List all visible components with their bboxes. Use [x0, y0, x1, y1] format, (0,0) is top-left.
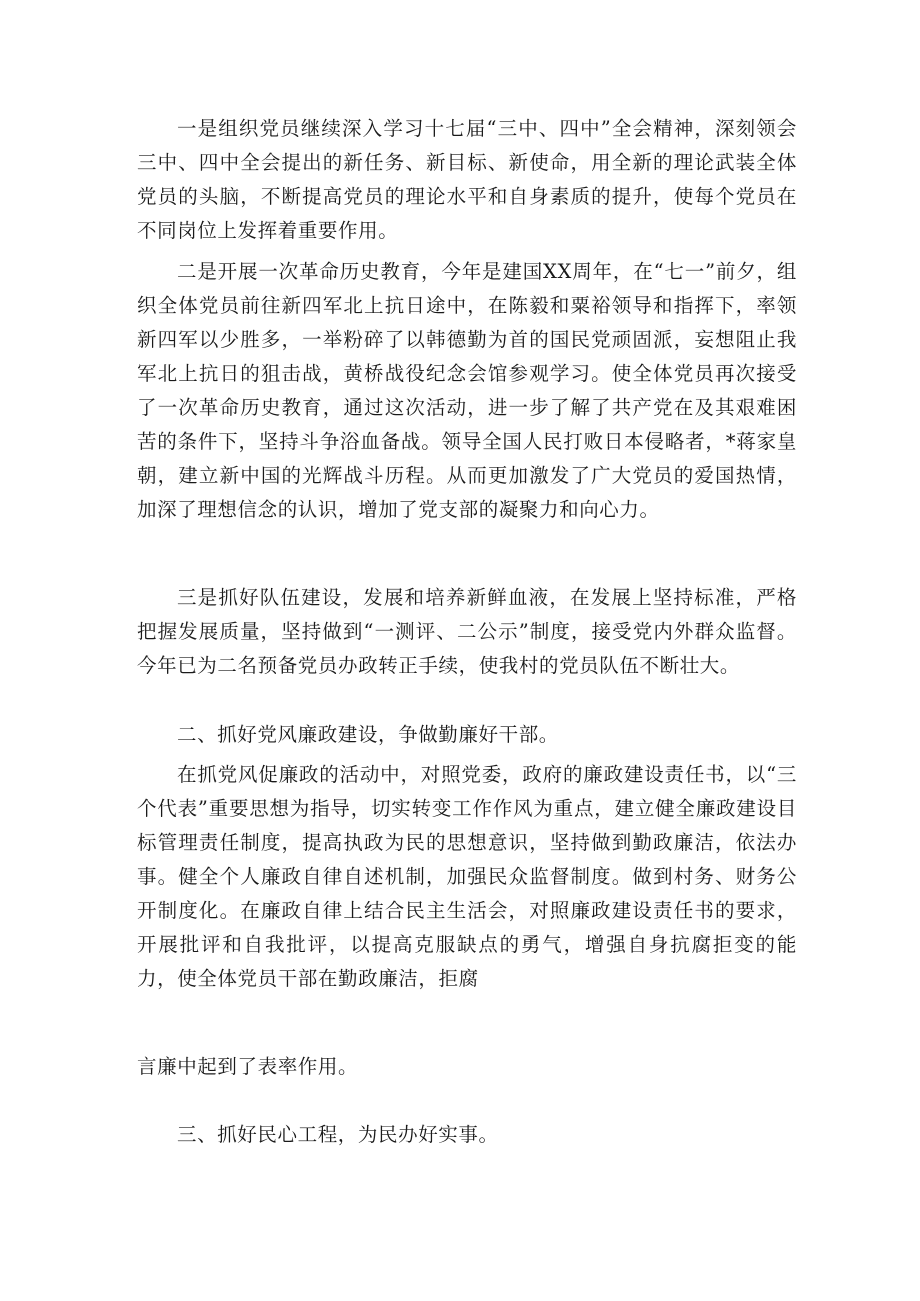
paragraph-continuation: 言廉中起到了表率作用。	[137, 1055, 359, 1078]
section-heading-livelihood: 三、抓好民心工程，为民办好实事。	[177, 1123, 499, 1146]
section-heading-integrity: 二、抓好党风廉政建设，争做勤廉好干部。	[177, 723, 559, 746]
paragraph-history-education: 二是开展一次革命历史教育，今年是建国XX周年，在“七一”前夕，组织全体党员前往新四军北上抗日途中，在陈毅和粟裕领导和指挥下，率领新四军以少胜多，一举粉碎了以韩德勤为首的国民党顽固派，妄想阻止我军北上抗日的狙击战，黄桥战役纪念会馆参观学习。使全体党员再次接受了一次革命历史教育，通过这次活动，进一步了解了共产党在及其艰难困苦的条件下，坚持斗争浴血备战。领导全国人民打败日本侵略者，*蒋家皇朝，建立新中国的光辉战斗历程。从而更加激发了广大党员的爱国热情，加深了理想信念的认识，增加了党支部的凝聚力和向心力。	[137, 260, 797, 521]
paragraph-integrity: 在抓党风促廉政的活动中，对照党委，政府的廉政建设责任书，以“三个代表”重要思想为指导，切实转变工作作风为重点，建立健全廉政建设目标管理责任制度，提高执政为民的思想意识，坚持做到勤政廉洁，依法办事。健全个人廉政自律自述机制，加强民众监督制度。做到村务、财务公开制度化。在廉政自律上结合民主生活会，对照廉政建设责任书的要求，开展批评和自我批评，以提高克服缺点的勇气，增强自身抗腐拒变的能力，使全体党员干部在勤政廉洁，拒腐	[137, 763, 797, 990]
paragraph-study: 一是组织党员继续深入学习十七届“三中、四中”全会精神，深刻领会三中、四中全会提出的新任务、新目标、新使命，用全新的理论武装全体党员的头脑，不断提高党员的理论水平和自身素质的提升，使每个党员在不同岗位上发挥着重要作用。	[137, 117, 797, 242]
paragraph-team-building: 三是抓好队伍建设，发展和培养新鲜血液，在发展上坚持标准，严格把握发展质量，坚持做到“一测评、二公示”制度，接受党内外群众监督。今年已为二名预备党员办政转正手续，使我村的党员队伍不断壮大。	[137, 586, 797, 677]
